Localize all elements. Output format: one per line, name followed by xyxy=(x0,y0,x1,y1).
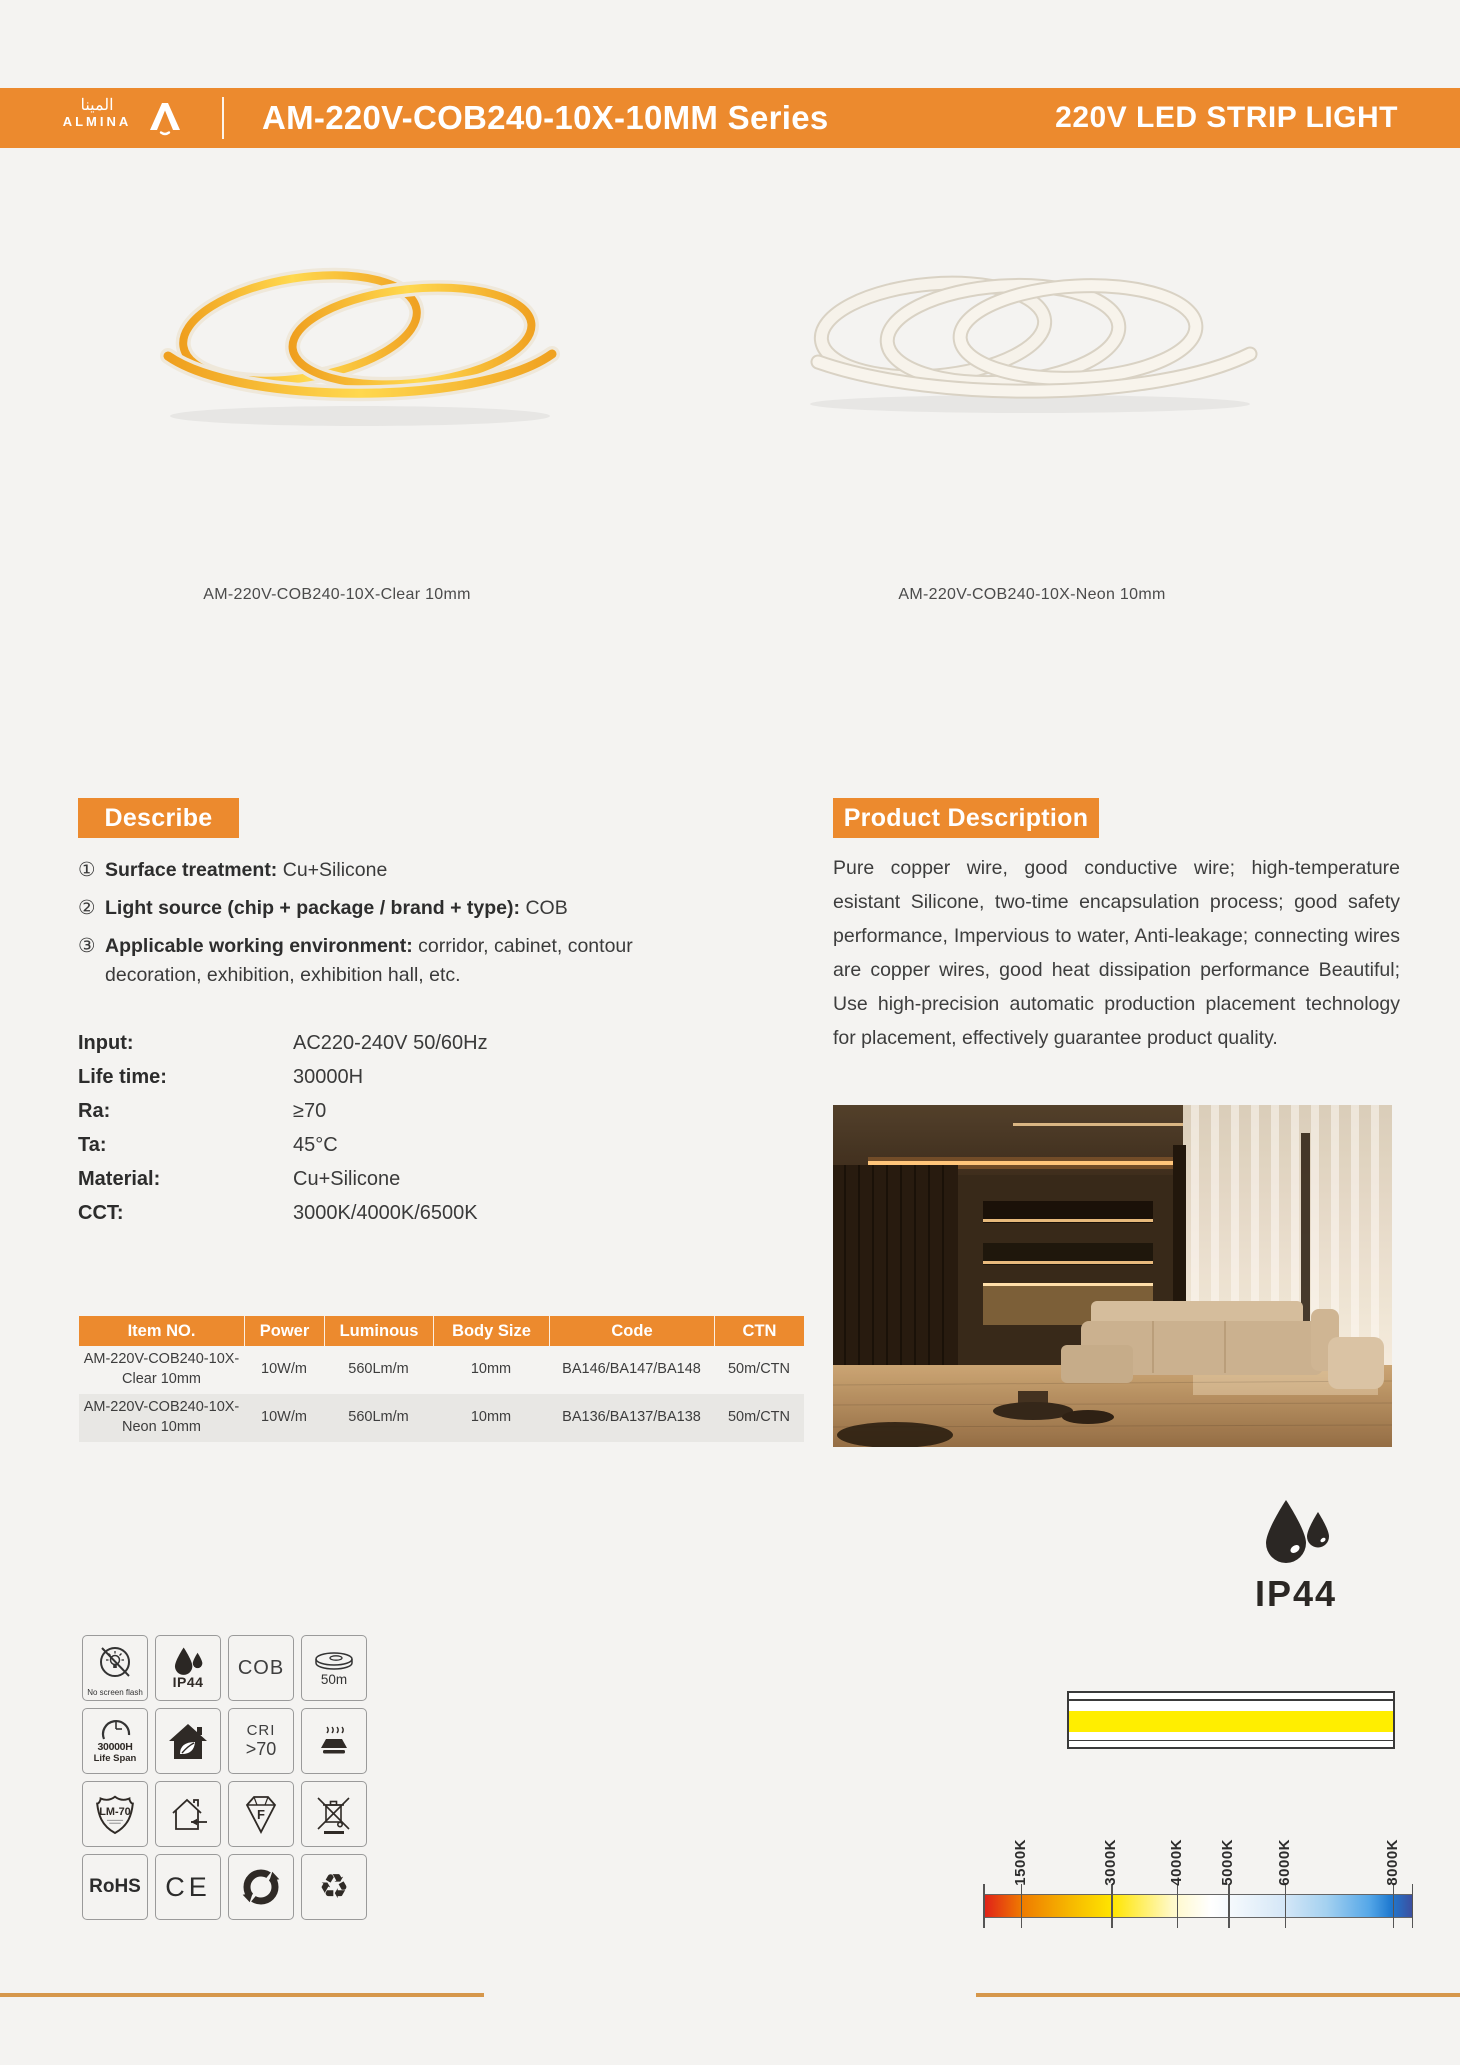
brand-mark-icon xyxy=(146,99,184,137)
table-cell: 560Lm/m xyxy=(348,1409,409,1426)
table-header-cell: Item NO. xyxy=(127,1321,196,1340)
spec-value: 30000H xyxy=(293,1065,364,1088)
cct-label-8000k: 8000K xyxy=(1383,1839,1401,1886)
application-room-photo xyxy=(833,1105,1392,1447)
table-header-row xyxy=(79,1316,804,1346)
table-cell: 560Lm/m xyxy=(348,1361,409,1378)
table-cell: 10W/m xyxy=(261,1409,307,1426)
icon-cell-f-mark xyxy=(228,1781,294,1847)
footer-line-left xyxy=(0,1993,484,1997)
table-row xyxy=(79,1394,804,1442)
recycle-icon: ♻ xyxy=(318,1868,350,1906)
cct-gradient-bar xyxy=(983,1894,1413,1918)
reel-length-label: 50m xyxy=(320,1672,348,1687)
f-mark-text: F xyxy=(257,1807,265,1822)
item-label: Applicable working environment: xyxy=(105,935,413,957)
strip-top-edge xyxy=(1069,1699,1393,1701)
cct-tick xyxy=(1177,1884,1179,1928)
no-screen-flash-label: No screen flash xyxy=(87,1688,143,1697)
item-label: Surface treatment: xyxy=(105,859,278,881)
ip44-cell-label: IP44 xyxy=(172,1674,204,1690)
spec-label: Ta: xyxy=(78,1133,107,1156)
product-description-heading: Product Description xyxy=(833,798,1099,838)
table-cell: AM-220V-COB240-10X-Neon 10mm xyxy=(83,1399,240,1435)
icon-cell-cri xyxy=(228,1708,294,1774)
lm70-text: LM-70 xyxy=(99,1806,131,1819)
table-header-cell: Luminous xyxy=(324,1316,433,1346)
spec-row xyxy=(78,1060,638,1094)
item-value: corridor, cabinet, contour decoration, exhibition, exhibition hall, etc. xyxy=(105,935,633,986)
icon-cell-ce xyxy=(155,1854,221,1920)
table-cell: BA136/BA137/BA138 xyxy=(562,1409,701,1426)
cct-label-5000k: 5000K xyxy=(1219,1839,1237,1886)
lm70-shield-icon xyxy=(92,1791,138,1837)
cct-tick xyxy=(983,1884,985,1928)
ip44-label: IP44 xyxy=(1254,1573,1338,1614)
cct-tick xyxy=(1021,1884,1023,1928)
strip-bottom-edge xyxy=(1069,1740,1393,1742)
spec-value: AC220-240V 50/60Hz xyxy=(293,1031,488,1054)
footer-line-right xyxy=(976,1993,1460,1997)
icon-cell-indoor-use xyxy=(155,1781,221,1847)
caption-neon: AM-220V-COB240-10X-Neon 10mm xyxy=(898,586,1166,603)
item-number: ③ xyxy=(78,935,96,957)
table-cell: AM-220V-COB240-10X-Clear 10mm xyxy=(83,1351,240,1387)
eco-house-icon xyxy=(166,1721,210,1761)
house-arrow-icon xyxy=(166,1793,210,1835)
icon-cell-lifespan xyxy=(82,1708,148,1774)
spec-label: Ra: xyxy=(78,1099,111,1122)
table-cell: 50m/CTN xyxy=(727,1361,791,1378)
spec-table xyxy=(79,1316,804,1442)
spec-value: 45°C xyxy=(293,1133,338,1156)
spec-value: ≥70 xyxy=(293,1099,327,1122)
f-mark-diamond-icon xyxy=(238,1792,284,1836)
strip-cob-band xyxy=(1069,1711,1393,1732)
product-photo-clear-strip xyxy=(150,238,570,433)
icon-cell-rohs xyxy=(82,1854,148,1920)
item-number: ① xyxy=(78,859,96,881)
icon-cell-reel-50m xyxy=(301,1635,367,1701)
icon-cell-no-screen-flash xyxy=(82,1635,148,1701)
table-cell: 50m/CTN xyxy=(727,1409,791,1426)
table-cell: 10mm xyxy=(470,1361,512,1378)
spec-label: Life time: xyxy=(78,1065,167,1088)
spec-value: 3000K/4000K/6500K xyxy=(293,1201,478,1224)
cct-tick xyxy=(1111,1884,1113,1928)
spec-label: Material: xyxy=(78,1167,161,1190)
spec-value: Cu+Silicone xyxy=(293,1167,401,1190)
icon-cell-weee xyxy=(301,1781,367,1847)
cct-tick xyxy=(1393,1884,1395,1928)
spec-label: Input: xyxy=(78,1031,134,1054)
spec-row xyxy=(78,1026,638,1060)
product-photo-neon-strip xyxy=(788,262,1272,417)
spec-row xyxy=(78,1128,638,1162)
icon-cell-lm70 xyxy=(82,1781,148,1847)
icon-cell-eco-house xyxy=(155,1708,221,1774)
no-screen-flash-icon xyxy=(93,1642,137,1686)
water-drops-icon xyxy=(1250,1498,1342,1564)
table-cell: BA146/BA147/BA148 xyxy=(562,1361,701,1378)
cob-label: COB xyxy=(237,1656,285,1679)
product-description-body: Pure copper wire, good conductive wire; high-temperature esistant Silicone, two-time encapsulation process; good safety performance, Impervious to water, Anti-leakage; connecting wires are copper wires, good heat dissipation performance Beautiful; Use high-precision automatic production placement technology for placement, effectively guarantee product quality. xyxy=(833,857,1400,1049)
describe-heading: Describe xyxy=(78,798,239,838)
item-value: Cu+Silicone xyxy=(282,859,388,881)
brand-logo xyxy=(55,97,139,129)
cct-label-6000k: 6000K xyxy=(1275,1839,1293,1886)
icon-cell-cob xyxy=(228,1635,294,1701)
item-number: ② xyxy=(78,897,96,919)
cct-label-1500k: 1500K xyxy=(1011,1839,1029,1886)
certification-icon-grid xyxy=(82,1635,367,1920)
table-header-cell: Code xyxy=(549,1316,714,1346)
green-dot-icon xyxy=(240,1866,282,1908)
brand-arabic-text: المينا xyxy=(80,97,114,114)
describe-item xyxy=(78,894,653,923)
icon-cell-ip44 xyxy=(155,1635,221,1701)
cct-label-3000k: 3000K xyxy=(1102,1839,1120,1886)
heat-dissipation-icon xyxy=(314,1724,354,1758)
spec-list xyxy=(78,1026,638,1230)
header-divider xyxy=(222,97,224,139)
describe-list xyxy=(78,856,653,999)
ip44-badge xyxy=(1228,1498,1364,1615)
table-header-cell: Body Size xyxy=(433,1316,549,1346)
describe-item xyxy=(78,856,653,885)
describe-item xyxy=(78,932,653,990)
cct-tick xyxy=(1412,1884,1414,1928)
icon-cell-heat xyxy=(301,1708,367,1774)
spec-row xyxy=(78,1162,638,1196)
cct-tick xyxy=(1228,1884,1230,1928)
spec-row xyxy=(78,1094,638,1128)
ce-mark-label: CE xyxy=(165,1871,211,1902)
spec-label: CCT: xyxy=(78,1201,124,1224)
series-title: AM-220V-COB240-10X-10MM Series xyxy=(262,99,829,136)
product-type-title: 220V LED STRIP LIGHT xyxy=(1055,101,1398,134)
caption-clear: AM-220V-COB240-10X-Clear 10mm xyxy=(203,586,471,603)
item-label: Light source (chip + package / brand + type): xyxy=(105,897,521,919)
icon-cell-recycle xyxy=(301,1854,367,1920)
rohs-label: RoHS xyxy=(89,1876,141,1897)
cri-value: >70 xyxy=(245,1739,277,1759)
cct-scale xyxy=(983,1826,1413,1930)
header-bar xyxy=(0,88,1460,148)
cri-label: CRI xyxy=(246,1722,276,1739)
water-drops-icon xyxy=(168,1646,208,1676)
table-row xyxy=(79,1346,804,1394)
cct-label-4000k: 4000K xyxy=(1167,1839,1185,1886)
table-cell: 10W/m xyxy=(261,1361,307,1378)
brand-latin-text: ALMINA xyxy=(62,113,132,129)
table-header-cell: CTN xyxy=(714,1316,804,1346)
spec-row xyxy=(78,1196,638,1230)
icon-cell-green-dot xyxy=(228,1854,294,1920)
cct-tick xyxy=(1285,1884,1287,1928)
table-header-cell: Power xyxy=(244,1316,324,1346)
lifespan-hours-label: 30000H xyxy=(97,1741,133,1753)
strip-cross-section-diagram xyxy=(1067,1691,1395,1749)
table-cell: 10mm xyxy=(470,1409,512,1426)
lifespan-label: Life Span xyxy=(93,1753,137,1764)
weee-bin-icon xyxy=(312,1792,356,1836)
item-value: COB xyxy=(525,897,568,919)
